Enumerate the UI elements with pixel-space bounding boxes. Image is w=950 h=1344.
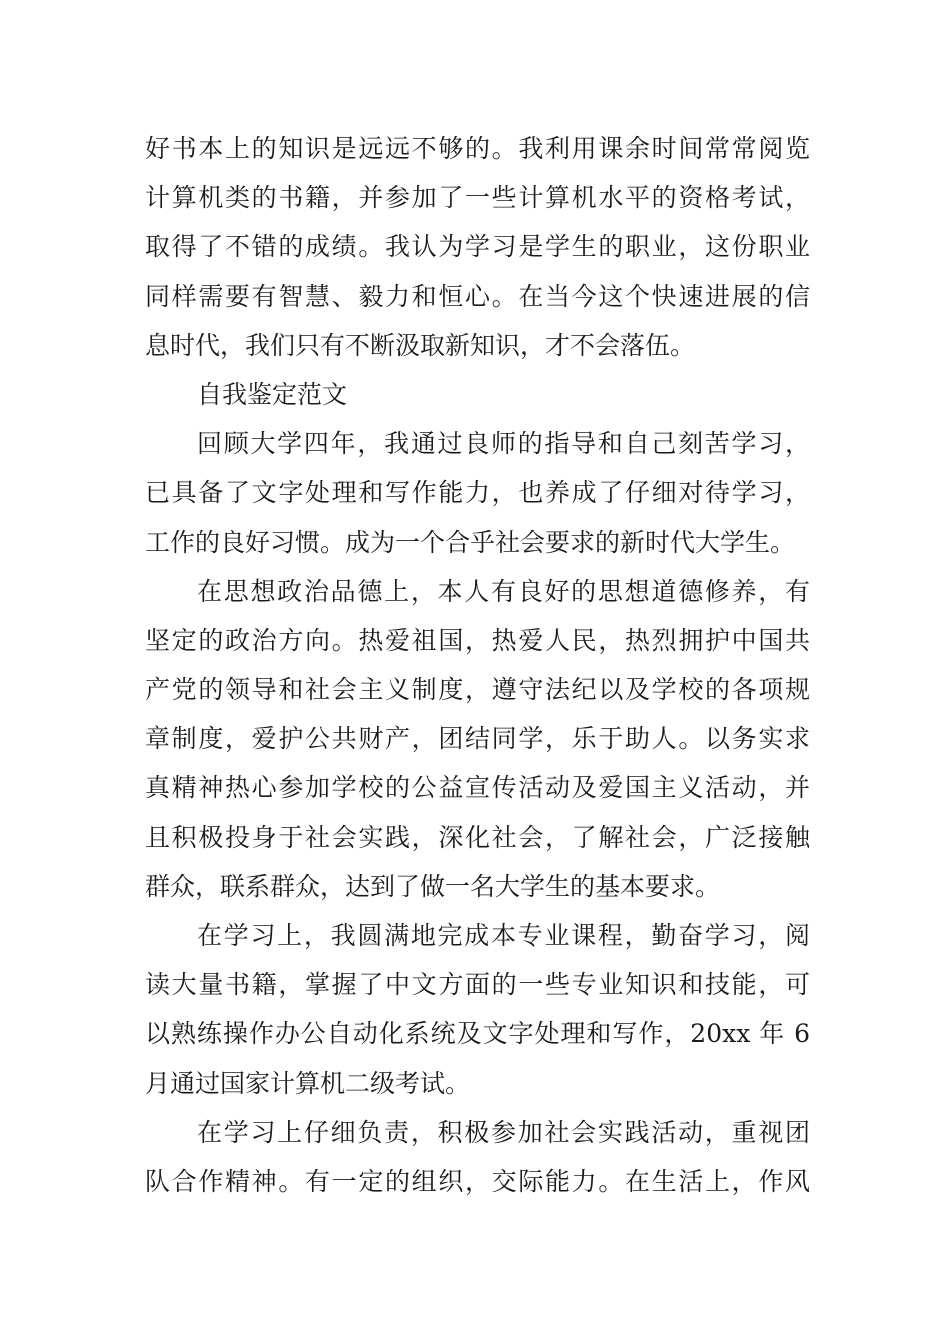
text-line: 队合作精神。有一定的组织，交际能力。在生活上，作风: [145, 1166, 810, 1196]
text-line: 且积极投身于社会实践，深化社会，了解社会，广泛接触: [145, 822, 810, 852]
section-heading: 自我鉴定范文: [197, 379, 348, 409]
text-line: 计算机类的书籍，并参加了一些计算机水平的资格考试，: [145, 183, 810, 213]
text-line: 已具备了文字处理和写作能力，也养成了仔细对待学习，: [145, 478, 810, 508]
text-line: 同样需要有智慧、毅力和恒心。在当今这个快速进展的信: [145, 281, 810, 311]
text-line: 以熟练操作办公自动化系统及文字处理和写作，20xx 年 6: [145, 1019, 810, 1049]
text-line: 群众，联系群众，达到了做一名大学生的基本要求。: [145, 871, 721, 901]
text-line: 工作的良好习惯。成为一个合乎社会要求的新时代大学生。: [145, 527, 796, 557]
text-line: 坚定的政治方向。热爱祖国，热爱人民，热烈拥护中国共: [145, 625, 810, 655]
text-line: 真精神热心参加学校的公益宣传活动及爱国主义活动，并: [145, 773, 810, 803]
text-line: 读大量书籍，掌握了中文方面的一些专业知识和技能，可: [145, 970, 810, 1000]
text-line: 在思想政治品德上，本人有良好的思想道德修养，有: [197, 576, 810, 606]
text-line: 好书本上的知识是远远不够的。我利用课余时间常常阅览: [145, 134, 810, 163]
text-line: 息时代，我们只有不断汲取新知识，才不会落伍。: [145, 330, 696, 360]
text-line: 章制度，爱护公共财产，团结同学，乐于助人。以务实求: [145, 724, 810, 754]
text-line: 取得了不错的成绩。我认为学习是学生的职业，这份职业: [145, 232, 810, 262]
document-body: [145, 124, 810, 1206]
text-line: 月通过国家计算机二级考试。: [145, 1068, 471, 1098]
text-line: 在学习上仔细负责，积极参加社会实践活动，重视团: [197, 1117, 810, 1147]
text-line: 产党的领导和社会主义制度，遵守法纪以及学校的各项规: [145, 675, 810, 705]
text-line: 在学习上，我圆满地完成本专业课程，勤奋学习，阅: [197, 921, 810, 950]
text-line: 回顾大学四年，我通过良师的指导和自己刻苦学习，: [197, 429, 810, 459]
